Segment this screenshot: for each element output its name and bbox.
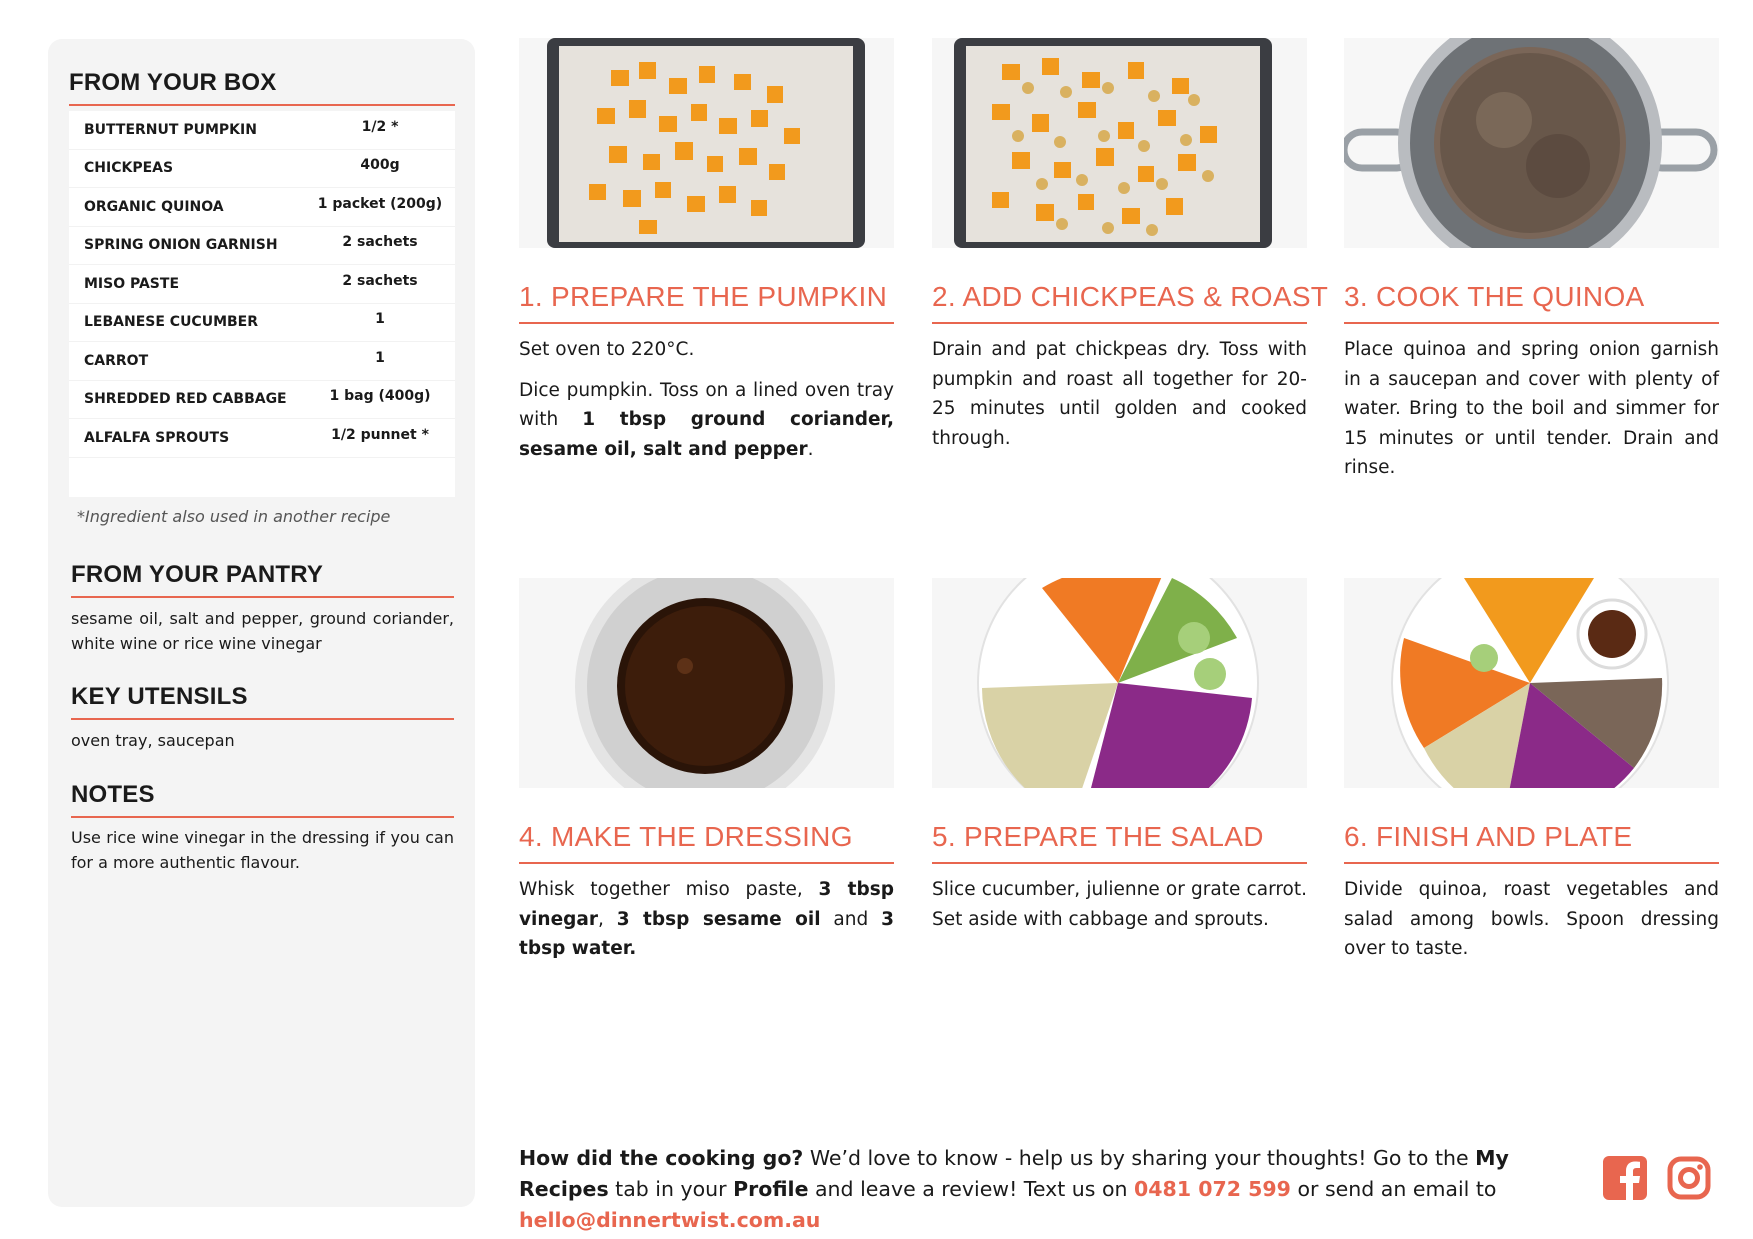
step-4-text-part: , — [597, 908, 617, 930]
step-1-text-part: Dice pumpkin. Toss on a lined oven tray with — [519, 379, 894, 430]
step-1-text-bold: 1 tbsp ground coriander, sesame oil, salt and pepper — [519, 409, 894, 460]
step-photo-chickpeas-roast — [932, 38, 1307, 248]
step-3-text: Place quinoa and spring onion garnish in a saucepan and cover with plenty of water. Bring to the boil and simmer for 15 minutes or until tender. Drain and rinse. — [1344, 339, 1719, 478]
ingredient-qty: 1 packet (200g) — [317, 195, 443, 212]
ingredient-qty: 2 sachets — [342, 272, 418, 289]
ingredient-row — [69, 381, 455, 420]
phone-number-link[interactable]: 0481 072 599 — [1134, 1177, 1291, 1201]
step-3-body — [1344, 335, 1719, 494]
step-photo-dressing-bowl — [519, 578, 894, 788]
ingredient-name: MISO PASTE — [84, 275, 180, 292]
step-2-text: Drain and pat chickpeas dry. Toss with pumpkin and roast all together for 20-25 minutes until golden and cooked through. — [932, 339, 1307, 449]
ingredient-row — [69, 188, 455, 227]
ingredient-row — [69, 419, 455, 458]
step-1-text-2 — [519, 376, 894, 465]
ingredient-row — [69, 150, 455, 189]
step-5-title: 5. PREPARE THE SALAD — [932, 821, 1307, 864]
ingredient-name: SPRING ONION GARNISH — [84, 237, 278, 254]
step-4-text-bold: 3 tbsp sesame oil — [616, 908, 821, 930]
ingredient-row — [69, 304, 455, 343]
from-your-pantry-title: FROM YOUR PANTRY — [71, 561, 454, 598]
step-4-text-bold: 3 tbsp water. — [519, 908, 894, 959]
key-utensils-title: KEY UTENSILS — [71, 683, 454, 720]
step-4-text-part: Whisk together miso paste, — [519, 879, 819, 900]
footer-text: and leave a review! Text us on — [808, 1177, 1135, 1201]
ingredient-qty: 400g — [360, 157, 400, 174]
my-recipes-link[interactable]: My Recipes — [519, 1146, 1509, 1201]
ingredient-name: LEBANESE CUCUMBER — [84, 314, 259, 331]
step-photo-salad-plate — [932, 578, 1307, 788]
ingredient-qty: 1/2 punnet * — [331, 426, 429, 443]
step-1-text: Set oven to 220°C. — [519, 339, 695, 360]
ingredient-qty: 2 sachets — [342, 234, 418, 251]
ingredient-name: SHREDDED RED CABBAGE — [84, 391, 287, 408]
step-1-body — [519, 335, 894, 475]
footer-question: How did the cooking go? — [519, 1146, 804, 1170]
notes-title: NOTES — [71, 781, 454, 818]
step-photo-pumpkin-tray — [519, 38, 894, 248]
step-2-title: 2. ADD CHICKPEAS & ROAST — [932, 281, 1307, 324]
step-5-body — [932, 875, 1307, 945]
ingredient-row — [69, 265, 455, 304]
step-1-title: 1. PREPARE THE PUMPKIN — [519, 281, 894, 324]
from-your-box-title: FROM YOUR BOX — [69, 69, 455, 106]
step-4-text-bold: 3 tbsp vinegar — [519, 879, 894, 930]
step-6-text: Divide quinoa, roast vegetables and salad among bowls. Spoon dressing over to taste. — [1344, 879, 1719, 959]
step-1-text-part: . — [807, 438, 814, 460]
facebook-icon[interactable] — [1603, 1156, 1647, 1200]
step-6-body — [1344, 875, 1719, 975]
ingredient-name: CHICKPEAS — [84, 160, 174, 177]
ingredient-name: CARROT — [84, 352, 149, 369]
feedback-footer — [519, 1143, 1579, 1236]
notes-text: Use rice wine vinegar in the dressing if you can for a more authentic flavour. — [71, 828, 454, 872]
ingredient-footnote: *Ingredient also used in another recipe — [77, 507, 391, 526]
ingredient-row — [69, 227, 455, 266]
footer-text: We’d love to know - help us by sharing your thoughts! Go to the — [803, 1146, 1476, 1170]
step-4-body — [519, 875, 894, 975]
step-4-text-part: and — [820, 908, 882, 930]
ingredient-name: ALFALFA SPROUTS — [84, 429, 230, 446]
pantry-text: sesame oil, salt and pepper, ground coriander, white wine or rice wine vinegar — [71, 609, 454, 653]
email-link[interactable]: hello@dinnertwist.com.au — [519, 1208, 821, 1232]
step-2-body — [932, 335, 1307, 464]
footer-text: tab in your — [608, 1177, 734, 1201]
step-photo-quinoa-strainer — [1344, 38, 1719, 248]
ingredient-row — [69, 342, 455, 381]
step-4-text — [519, 875, 894, 964]
ingredient-name: BUTTERNUT PUMPKIN — [84, 121, 257, 138]
ingredient-row — [69, 111, 455, 150]
profile-link[interactable]: Profile — [733, 1177, 809, 1201]
ingredient-qty: 1/2 * — [361, 118, 399, 135]
step-5-text: Slice cucumber, julienne or grate carrot. Set aside with cabbage and sprouts. — [932, 879, 1307, 930]
instagram-icon[interactable] — [1667, 1156, 1711, 1200]
ingredients-table — [69, 111, 455, 497]
step-3-title: 3. COOK THE QUINOA — [1344, 281, 1719, 324]
ingredient-name: ORGANIC QUINOA — [84, 198, 224, 215]
step-6-title: 6. FINISH AND PLATE — [1344, 821, 1719, 864]
step-photo-finished-bowl — [1344, 578, 1719, 788]
footer-text: or send an email to — [1290, 1177, 1497, 1201]
sidebar-panel — [48, 39, 475, 1207]
step-4-title: 4. MAKE THE DRESSING — [519, 821, 894, 864]
ingredient-qty: 1 — [375, 311, 385, 328]
ingredient-qty: 1 — [375, 349, 385, 366]
ingredient-qty: 1 bag (400g) — [329, 388, 431, 405]
utensils-text: oven tray, saucepan — [71, 731, 235, 750]
